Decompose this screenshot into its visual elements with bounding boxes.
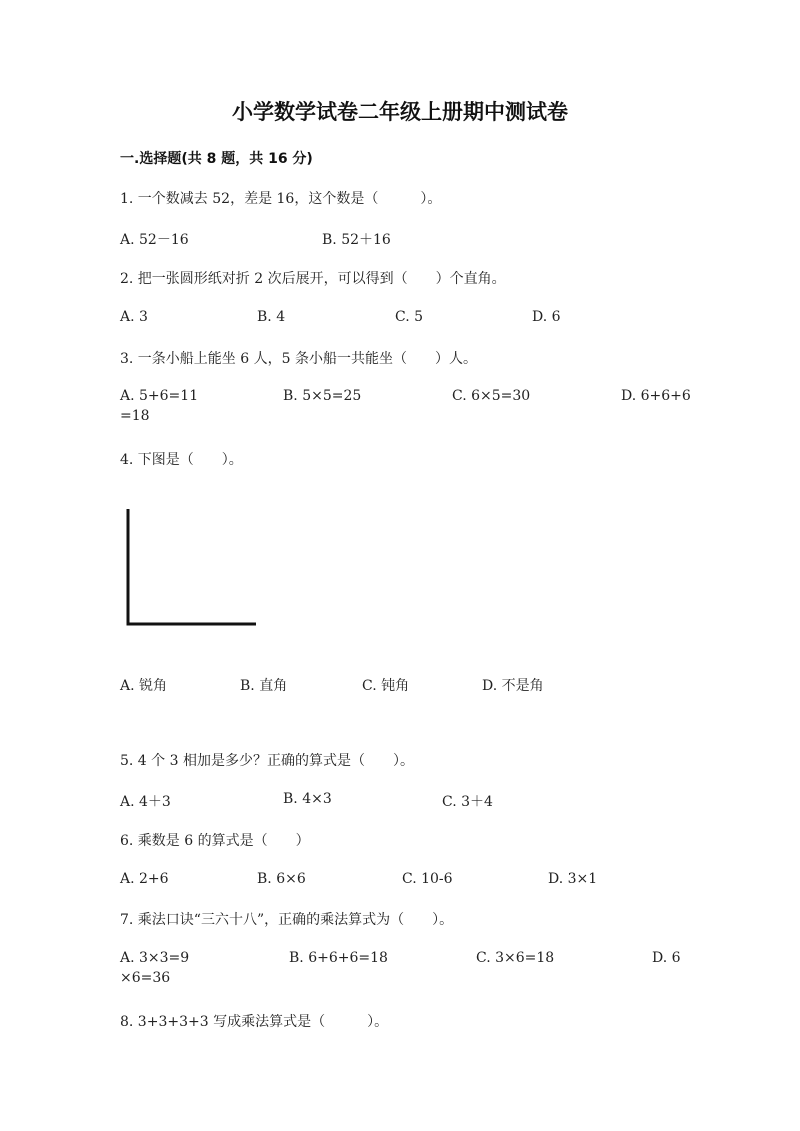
question-2-option-b[interactable]: B. 4 — [257, 309, 286, 325]
question-3-option-c[interactable]: C. 6×5=30 — [452, 388, 531, 404]
question-6-option-c[interactable]: C. 10-6 — [402, 871, 453, 887]
question-1-option-b[interactable]: B. 52＋16 — [322, 232, 391, 248]
question-5-stem: 5. 4 个 3 相加是多少？正确的算式是（ ）。 — [120, 753, 414, 769]
question-6-stem: 6. 乘数是 6 的算式是（ ） — [120, 833, 310, 849]
question-4-option-b[interactable]: B. 直角 — [240, 678, 288, 694]
question-6-option-a[interactable]: A. 2+6 — [120, 871, 169, 887]
question-2-option-c[interactable]: C. 5 — [395, 309, 424, 325]
question-8-stem: 8. 3+3+3+3 写成乘法算式是（ ）。 — [120, 1014, 389, 1030]
question-7-option-a[interactable]: A. 3×3=9 — [120, 950, 190, 966]
question-7-stem: 7. 乘法口诀“三六十八”，正确的乘法算式为（ ）。 — [120, 912, 454, 928]
question-2-stem: 2. 把一张圆形纸对折 2 次后展开，可以得到（ ）个直角。 — [120, 271, 506, 287]
question-2-option-d[interactable]: D. 6 — [532, 309, 561, 325]
question-7-option-d-wrap: ×6=36 — [120, 970, 171, 986]
question-4-option-a[interactable]: A. 锐角 — [120, 678, 168, 694]
question-3-option-b[interactable]: B. 5×5=25 — [283, 388, 362, 404]
question-1-option-a[interactable]: A. 52－16 — [120, 232, 189, 248]
question-2-option-a[interactable]: A. 3 — [120, 309, 148, 325]
question-5-option-c[interactable]: C. 3＋4 — [442, 794, 493, 810]
question-5-option-a[interactable]: A. 4＋3 — [120, 794, 171, 810]
question-4-stem: 4. 下图是（ ）。 — [120, 452, 243, 468]
question-3-option-a[interactable]: A. 5+6=11 — [120, 388, 199, 404]
question-4-option-c[interactable]: C. 钝角 — [362, 678, 410, 694]
question-6-option-d[interactable]: D. 3×1 — [548, 871, 598, 887]
question-5-option-b[interactable]: B. 4×3 — [283, 791, 332, 807]
question-4-option-d[interactable]: D. 不是角 — [482, 678, 544, 694]
question-6-option-b[interactable]: B. 6×6 — [257, 871, 306, 887]
page-title: 小学数学试卷二年级上册期中测试卷 — [232, 99, 568, 124]
question-3-option-d-wrap: =18 — [120, 408, 150, 424]
question-7-option-d[interactable]: D. 6 — [652, 950, 681, 966]
question-3-stem: 3. 一条小船上能坐 6 人，5 条小船一共能坐（ ）人。 — [120, 351, 477, 367]
question-1-stem: 1. 一个数减去 52，差是 16，这个数是（ ）。 — [120, 191, 442, 207]
question-7-option-b[interactable]: B. 6+6+6=18 — [289, 950, 388, 966]
question-3-option-d[interactable]: D. 6+6+6 — [621, 388, 691, 404]
section-heading: 一.选择题(共 8 题，共 16 分) — [120, 151, 313, 167]
right-angle-figure — [120, 505, 260, 630]
question-7-option-c[interactable]: C. 3×6=18 — [476, 950, 555, 966]
